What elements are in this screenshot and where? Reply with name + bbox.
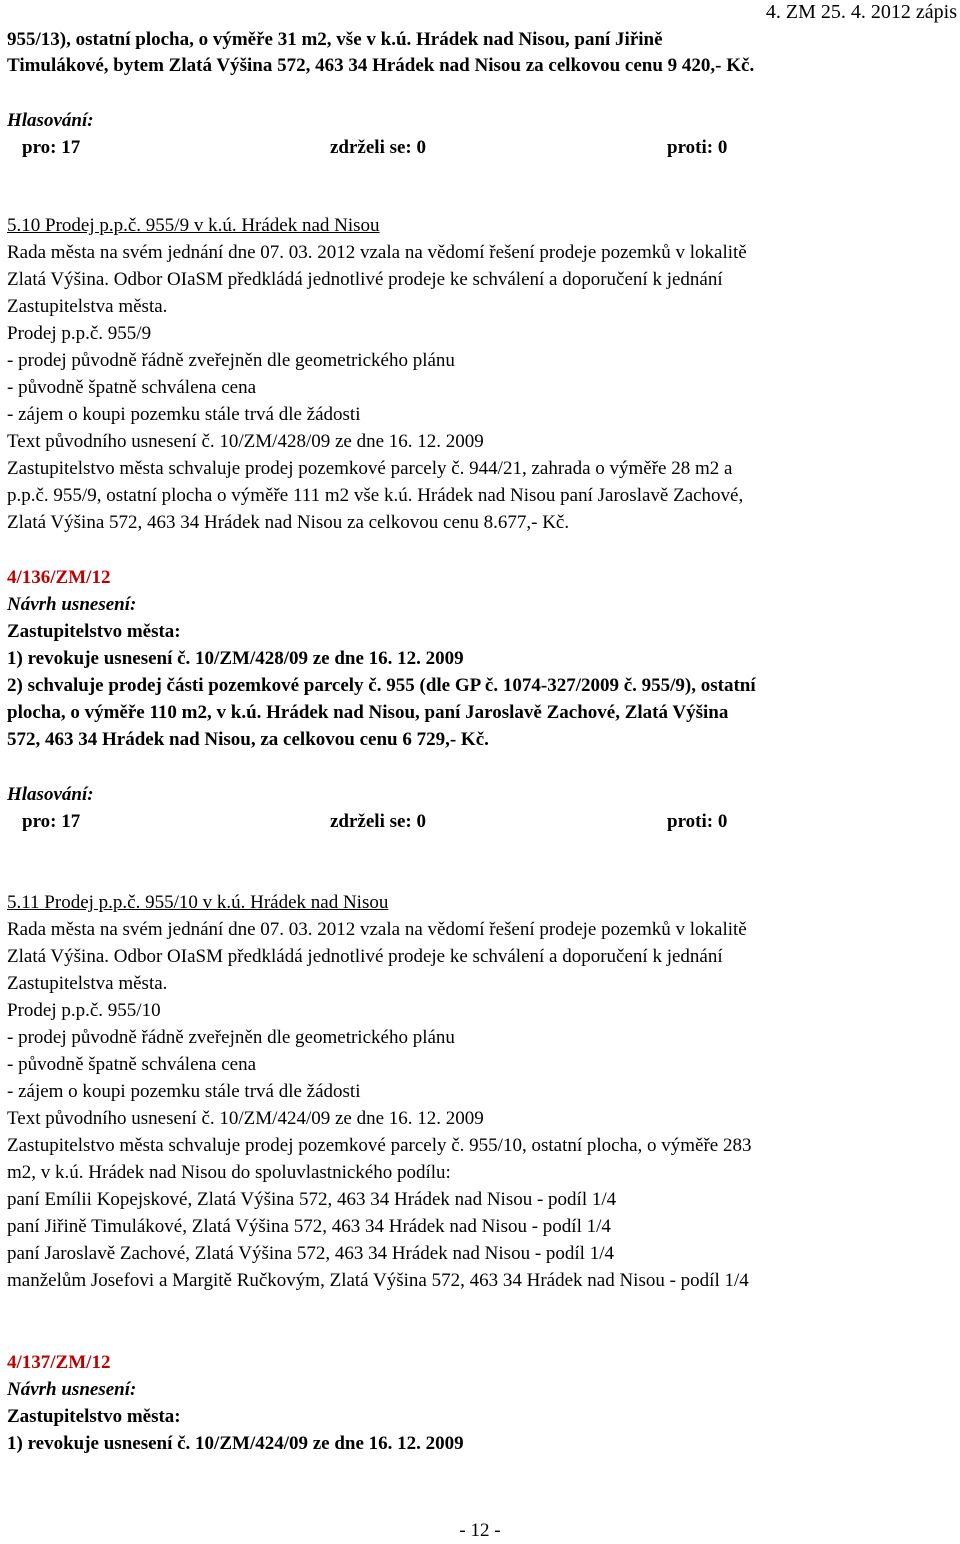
paragraph-line: - zájem o koupi pozemku stále trvá dle žádosti	[7, 404, 361, 425]
page-number: - 12 -	[459, 1520, 501, 1541]
paragraph-line: paní Emílii Kopejskové, Zlatá Výšina 572, 463 34 Hrádek nad Nisou - podíl 1/4	[7, 1189, 617, 1210]
paragraph-line: - zájem o koupi pozemku stále trvá dle žádosti	[7, 1081, 361, 1102]
paragraph-line: Prodej p.p.č. 955/10	[7, 1000, 161, 1021]
resolution-number: 4/136/ZM/12	[7, 567, 111, 588]
vote-pro: pro: 17	[22, 137, 81, 158]
paragraph-line: Zastupitelstva města.	[7, 296, 168, 317]
paragraph-line: manželům Josefovi a Margitě Ručkovým, Zlatá Výšina 572, 463 34 Hrádek nad Nisou - podíl 1/4	[7, 1270, 749, 1291]
paragraph-line: Zlatá Výšina 572, 463 34 Hrádek nad Nisou za celkovou cenu 8.677,- Kč.	[7, 512, 570, 533]
paragraph-line: m2, v k.ú. Hrádek nad Nisou do spoluvlastnického podílu:	[7, 1162, 451, 1183]
paragraph-line: - původně špatně schválena cena	[7, 377, 257, 398]
resolution-line: plocha, o výměře 110 m2, v k.ú. Hrádek nad Nisou, paní Jaroslavě Zachové, Zlatá Výšina	[7, 702, 729, 723]
paragraph-line: 955/13), ostatní plocha, o výměře 31 m2, vše v k.ú. Hrádek nad Nisou, paní Jiřině	[7, 29, 663, 50]
vote-against: proti: 0	[667, 137, 728, 158]
paragraph-line: Text původního usnesení č. 10/ZM/424/09 ze dne 16. 12. 2009	[7, 1108, 484, 1129]
vote-abstain: zdrželi se: 0	[330, 811, 427, 832]
council-label: Zastupitelstvo města:	[7, 1406, 181, 1427]
paragraph-line: p.p.č. 955/9, ostatní plocha o výměře 111 m2 vše k.ú. Hrádek nad Nisou paní Jaroslavě Zachové,	[7, 485, 744, 506]
resolution-line: 1) revokuje usnesení č. 10/ZM/424/09 ze dne 16. 12. 2009	[7, 1433, 464, 1454]
paragraph-line: - původně špatně schválena cena	[7, 1054, 257, 1075]
page-header: 4. ZM 25. 4. 2012 zápis	[765, 1, 957, 23]
paragraph-line: paní Jiřině Timulákové, Zlatá Výšina 572, 463 34 Hrádek nad Nisou - podíl 1/4	[7, 1216, 611, 1237]
paragraph-line: Rada města na svém jednání dne 07. 03. 2012 vzala na vědomí řešení prodeje pozemků v lokalitě	[7, 919, 747, 940]
resolution-line: 1) revokuje usnesení č. 10/ZM/428/09 ze dne 16. 12. 2009	[7, 648, 464, 669]
paragraph-line: Prodej p.p.č. 955/9	[7, 323, 152, 344]
council-label: Zastupitelstvo města:	[7, 621, 181, 642]
paragraph-line: Zastupitelstvo města schvaluje prodej pozemkové parcely č. 955/10, ostatní plocha, o výměře 283	[7, 1135, 752, 1156]
paragraph-line: paní Jaroslavě Zachové, Zlatá Výšina 572, 463 34 Hrádek nad Nisou - podíl 1/4	[7, 1243, 614, 1264]
paragraph-line: Zastupitelstvo města schvaluje prodej pozemkové parcely č. 944/21, zahrada o výměře 28 m2 a	[7, 458, 733, 479]
vote-abstain: zdrželi se: 0	[330, 137, 427, 158]
paragraph-line: Text původního usnesení č. 10/ZM/428/09 ze dne 16. 12. 2009	[7, 431, 484, 452]
paragraph-line: - prodej původně řádně zveřejněn dle geometrického plánu	[7, 350, 455, 371]
voting-label: Hlasování:	[7, 784, 94, 805]
resolution-line: 2) schvaluje prodej části pozemkové parcely č. 955 (dle GP č. 1074-327/2009 č. 955/9), ostatní	[7, 675, 756, 696]
section-heading: 5.10 Prodej p.p.č. 955/9 v k.ú. Hrádek nad Nisou	[7, 215, 380, 236]
resolution-number: 4/137/ZM/12	[7, 1352, 111, 1373]
paragraph-line: Rada města na svém jednání dne 07. 03. 2012 vzala na vědomí řešení prodeje pozemků v lokalitě	[7, 242, 747, 263]
paragraph-line: - prodej původně řádně zveřejněn dle geometrického plánu	[7, 1027, 455, 1048]
voting-label: Hlasování:	[7, 110, 94, 131]
paragraph-line: Timulákové, bytem Zlatá Výšina 572, 463 34 Hrádek nad Nisou za celkovou cenu 9 420,- Kč.	[7, 55, 755, 76]
vote-pro: pro: 17	[22, 811, 81, 832]
paragraph-line: Zlatá Výšina. Odbor OIaSM předkládá jednotlivé prodeje ke schválení a doporučení k jednání	[7, 269, 723, 290]
proposal-label: Návrh usnesení:	[7, 1379, 137, 1400]
paragraph-line: Zlatá Výšina. Odbor OIaSM předkládá jednotlivé prodeje ke schválení a doporučení k jednání	[7, 946, 723, 967]
section-heading: 5.11 Prodej p.p.č. 955/10 v k.ú. Hrádek nad Nisou	[7, 892, 389, 913]
resolution-line: 572, 463 34 Hrádek nad Nisou, za celkovou cenu 6 729,- Kč.	[7, 729, 489, 750]
paragraph-line: Zastupitelstva města.	[7, 973, 168, 994]
vote-against: proti: 0	[667, 811, 728, 832]
proposal-label: Návrh usnesení:	[7, 594, 137, 615]
